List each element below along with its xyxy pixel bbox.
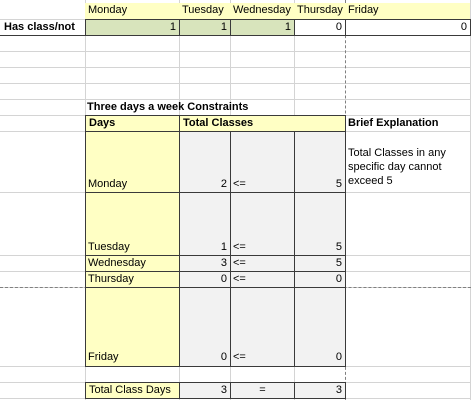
constraint-limit-wednesday[interactable]: 5 — [335, 257, 342, 269]
constraint-value-wednesday[interactable]: 3 — [220, 257, 227, 269]
constraint-day-tuesday[interactable]: Tuesday — [88, 241, 130, 253]
header-tuesday[interactable]: Tuesday — [179, 3, 230, 19]
constraint-day-monday[interactable]: Monday — [88, 178, 128, 190]
constraint-day-friday[interactable]: Friday — [88, 351, 119, 363]
has-class-label[interactable]: Has class/not — [0, 20, 85, 36]
has-class-wednesday[interactable]: 1 — [230, 19, 295, 36]
constraint-limit-monday[interactable]: 5 — [335, 178, 342, 190]
constraint-op-wednesday[interactable]: <= — [233, 257, 246, 269]
constraint-value-friday[interactable]: 0 — [220, 351, 227, 363]
constraint-value-monday[interactable]: 2 — [220, 178, 227, 190]
constraints-title[interactable]: Three days a week Constraints — [87, 101, 249, 113]
constraint-value-tuesday[interactable]: 1 — [220, 241, 227, 253]
has-class-monday[interactable]: 1 — [85, 19, 180, 36]
total-class-days-op[interactable]: = — [230, 382, 295, 399]
has-class-thursday[interactable]: 0 — [294, 19, 346, 36]
header-monday[interactable]: Monday — [85, 3, 179, 19]
constraint-op-thursday[interactable]: <= — [233, 273, 246, 285]
total-class-days-value[interactable]: 3 — [179, 382, 231, 399]
constraint-op-tuesday[interactable]: <= — [233, 241, 246, 253]
header-wednesday[interactable]: Wednesday — [230, 3, 294, 19]
has-class-tuesday[interactable]: 1 — [179, 19, 231, 36]
constraint-day-thursday[interactable]: Thursday — [88, 273, 134, 285]
constraint-value-thursday[interactable]: 0 — [220, 273, 227, 285]
constraint-op-monday[interactable]: <= — [233, 178, 246, 190]
explanation-text[interactable]: Total Classes in any specific day cannot exceed 5 — [348, 147, 446, 187]
col-explanation-header[interactable]: Brief Explanation — [348, 117, 439, 129]
has-class-friday[interactable]: 0 — [345, 19, 471, 36]
constraint-day-wednesday[interactable]: Wednesday — [88, 257, 146, 269]
col-limit-header[interactable] — [294, 115, 346, 132]
total-class-days-limit[interactable]: 3 — [294, 382, 346, 399]
header-thursday[interactable]: Thursday — [294, 3, 345, 19]
constraint-limit-friday[interactable]: 0 — [335, 351, 342, 363]
constraint-limit-tuesday[interactable]: 5 — [335, 241, 342, 253]
total-class-days-label[interactable]: Total Class Days — [85, 382, 180, 399]
constraint-op-friday[interactable]: <= — [233, 351, 246, 363]
col-total-header[interactable]: Total Classes — [179, 115, 345, 132]
col-days-header[interactable]: Days — [85, 115, 180, 132]
constraint-limit-thursday[interactable]: 0 — [335, 273, 342, 285]
header-friday[interactable]: Friday — [345, 3, 470, 19]
